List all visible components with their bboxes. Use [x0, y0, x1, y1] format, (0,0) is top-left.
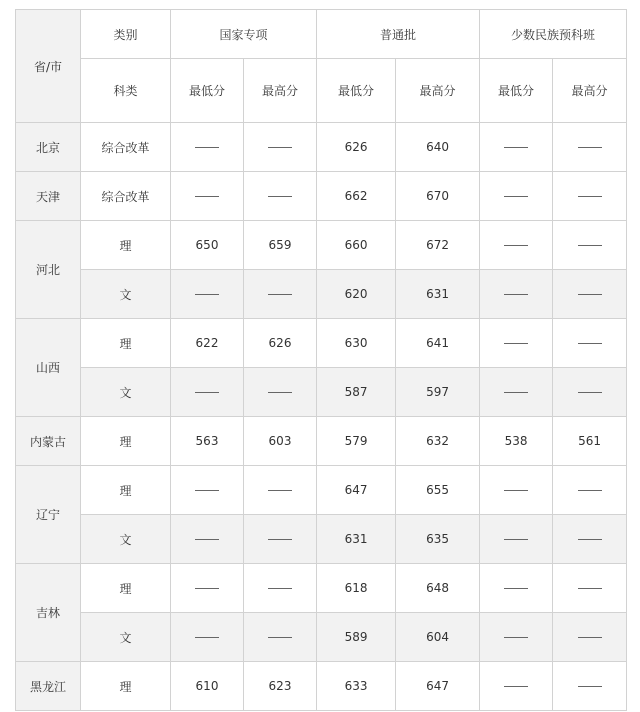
no-data-dash: [244, 564, 317, 613]
no-data-dash: [553, 515, 627, 564]
dash-mark: [268, 588, 292, 589]
min-score-cell: 563: [171, 417, 244, 466]
no-data-dash: [480, 123, 553, 172]
dash-mark: [504, 343, 528, 344]
max-score-cell: 670: [396, 172, 480, 221]
no-data-dash: [244, 368, 317, 417]
admission-score-table: [15, 9, 627, 711]
no-data-dash: [480, 368, 553, 417]
province-cell: 天津: [16, 172, 81, 221]
dash-mark: [268, 392, 292, 393]
dash-mark: [195, 490, 219, 491]
no-data-dash: [244, 613, 317, 662]
subject-cell: 文: [81, 368, 171, 417]
no-data-dash: [244, 466, 317, 515]
table-row: [16, 417, 627, 466]
min-score-cell: 626: [317, 123, 396, 172]
max-score-cell: 647: [396, 662, 480, 711]
subject-cell: 文: [81, 515, 171, 564]
subject-cell: 理: [81, 221, 171, 270]
subject-cell: 文: [81, 270, 171, 319]
no-data-dash: [553, 319, 627, 368]
header-min-score: 最低分: [171, 59, 244, 123]
dash-mark: [504, 588, 528, 589]
dash-mark: [195, 294, 219, 295]
header-subject: 科类: [81, 59, 171, 123]
table-row: [16, 613, 627, 662]
dash-mark: [268, 637, 292, 638]
max-score-cell: 561: [553, 417, 627, 466]
subject-cell: 理: [81, 466, 171, 515]
no-data-dash: [480, 319, 553, 368]
dash-mark: [195, 539, 219, 540]
dash-mark: [504, 392, 528, 393]
min-score-cell: 633: [317, 662, 396, 711]
province-cell: 内蒙古: [16, 417, 81, 466]
header-max-score: 最高分: [244, 59, 317, 123]
no-data-dash: [480, 564, 553, 613]
dash-mark: [268, 539, 292, 540]
dash-mark: [578, 392, 602, 393]
province-cell: 黑龙江: [16, 662, 81, 711]
subject-cell: 文: [81, 613, 171, 662]
min-score-cell: 622: [171, 319, 244, 368]
no-data-dash: [553, 662, 627, 711]
dash-mark: [195, 588, 219, 589]
no-data-dash: [244, 270, 317, 319]
dash-mark: [504, 196, 528, 197]
dash-mark: [195, 196, 219, 197]
subject-cell: 理: [81, 662, 171, 711]
no-data-dash: [480, 613, 553, 662]
min-score-cell: 579: [317, 417, 396, 466]
table-row: [16, 564, 627, 613]
subject-cell: 理: [81, 564, 171, 613]
no-data-dash: [553, 466, 627, 515]
max-score-cell: 635: [396, 515, 480, 564]
dash-mark: [578, 637, 602, 638]
no-data-dash: [553, 270, 627, 319]
no-data-dash: [171, 564, 244, 613]
dash-mark: [195, 637, 219, 638]
no-data-dash: [171, 270, 244, 319]
dash-mark: [504, 686, 528, 687]
table-body: [16, 10, 627, 711]
dash-mark: [268, 294, 292, 295]
header-group-national: 国家专项: [171, 10, 317, 59]
dash-mark: [578, 245, 602, 246]
table-row: [16, 172, 627, 221]
header-row-subcols: [16, 59, 627, 123]
subject-cell: 综合改革: [81, 172, 171, 221]
dash-mark: [578, 294, 602, 295]
header-max-score: 最高分: [396, 59, 480, 123]
table-row: [16, 319, 627, 368]
max-score-cell: 659: [244, 221, 317, 270]
subject-cell: 综合改革: [81, 123, 171, 172]
max-score-cell: 632: [396, 417, 480, 466]
header-group-regular: 普通批: [317, 10, 480, 59]
dash-mark: [504, 490, 528, 491]
dash-mark: [268, 196, 292, 197]
min-score-cell: 631: [317, 515, 396, 564]
max-score-cell: 641: [396, 319, 480, 368]
dash-mark: [578, 490, 602, 491]
header-min-score: 最低分: [317, 59, 396, 123]
dash-mark: [578, 686, 602, 687]
dash-mark: [578, 343, 602, 344]
min-score-cell: 660: [317, 221, 396, 270]
header-max-score: 最高分: [553, 59, 627, 123]
min-score-cell: 538: [480, 417, 553, 466]
no-data-dash: [244, 123, 317, 172]
table-row: [16, 123, 627, 172]
min-score-cell: 647: [317, 466, 396, 515]
table-row: [16, 221, 627, 270]
province-cell: 吉林: [16, 564, 81, 662]
dash-mark: [268, 490, 292, 491]
min-score-cell: 587: [317, 368, 396, 417]
table-row: [16, 662, 627, 711]
dash-mark: [268, 147, 292, 148]
min-score-cell: 662: [317, 172, 396, 221]
dash-mark: [578, 196, 602, 197]
dash-mark: [578, 588, 602, 589]
max-score-cell: 603: [244, 417, 317, 466]
header-category: 类别: [81, 10, 171, 59]
max-score-cell: 655: [396, 466, 480, 515]
max-score-cell: 631: [396, 270, 480, 319]
dash-mark: [578, 147, 602, 148]
max-score-cell: 640: [396, 123, 480, 172]
min-score-cell: 630: [317, 319, 396, 368]
province-cell: 河北: [16, 221, 81, 319]
province-cell: 山西: [16, 319, 81, 417]
max-score-cell: 648: [396, 564, 480, 613]
dash-mark: [504, 245, 528, 246]
no-data-dash: [171, 613, 244, 662]
dash-mark: [195, 147, 219, 148]
min-score-cell: 620: [317, 270, 396, 319]
max-score-cell: 604: [396, 613, 480, 662]
subject-cell: 理: [81, 319, 171, 368]
no-data-dash: [244, 172, 317, 221]
no-data-dash: [171, 368, 244, 417]
dash-mark: [195, 392, 219, 393]
dash-mark: [504, 147, 528, 148]
table-row: [16, 368, 627, 417]
no-data-dash: [171, 123, 244, 172]
subject-cell: 理: [81, 417, 171, 466]
min-score-cell: 650: [171, 221, 244, 270]
max-score-cell: 672: [396, 221, 480, 270]
no-data-dash: [553, 123, 627, 172]
header-min-score: 最低分: [480, 59, 553, 123]
no-data-dash: [553, 172, 627, 221]
dash-mark: [504, 539, 528, 540]
no-data-dash: [480, 662, 553, 711]
max-score-cell: 623: [244, 662, 317, 711]
no-data-dash: [171, 172, 244, 221]
header-province: 省/市: [16, 10, 81, 123]
province-cell: 北京: [16, 123, 81, 172]
no-data-dash: [480, 270, 553, 319]
min-score-cell: 618: [317, 564, 396, 613]
table-row: [16, 270, 627, 319]
no-data-dash: [553, 613, 627, 662]
table-row: [16, 466, 627, 515]
no-data-dash: [480, 172, 553, 221]
dash-mark: [504, 637, 528, 638]
no-data-dash: [171, 466, 244, 515]
min-score-cell: 589: [317, 613, 396, 662]
no-data-dash: [244, 515, 317, 564]
province-cell: 辽宁: [16, 466, 81, 564]
no-data-dash: [480, 515, 553, 564]
no-data-dash: [553, 368, 627, 417]
dash-mark: [504, 294, 528, 295]
no-data-dash: [553, 221, 627, 270]
dash-mark: [578, 539, 602, 540]
table-row: [16, 515, 627, 564]
no-data-dash: [553, 564, 627, 613]
max-score-cell: 597: [396, 368, 480, 417]
header-row-groups: [16, 10, 627, 59]
max-score-cell: 626: [244, 319, 317, 368]
no-data-dash: [171, 515, 244, 564]
no-data-dash: [480, 221, 553, 270]
min-score-cell: 610: [171, 662, 244, 711]
header-group-minority: 少数民族预科班: [480, 10, 627, 59]
no-data-dash: [480, 466, 553, 515]
